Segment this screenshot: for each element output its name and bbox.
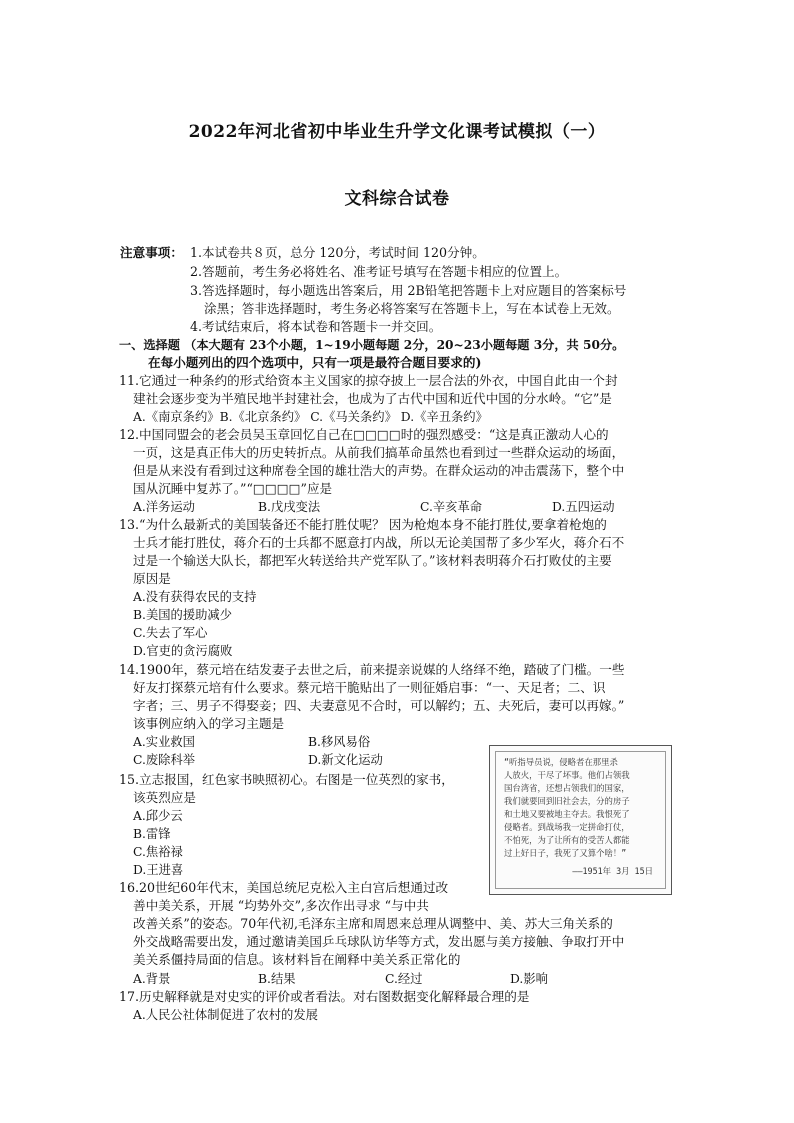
section-heading-2: 在每小题列出的四个选项中，只有一项是最符合题目要求的): [148, 355, 482, 370]
option-a: A.洋务运动: [133, 500, 195, 514]
question-13-text: 原因是: [133, 571, 171, 586]
option-a: A.背景: [133, 972, 171, 986]
option-d: D.官吏的贪污腐败: [133, 644, 233, 658]
option-b: B.移风易俗: [308, 735, 371, 749]
letter-line: 侵略者。到战场我一定拼命打仗，: [504, 822, 630, 832]
option-c: C.废除科举: [133, 753, 196, 767]
question-12-text: 但是从来没有看到过这种席卷全国的雄壮浩大的声势。在群众运动的冲击震荡下，整个中: [133, 463, 625, 478]
option-c: C.经过: [385, 972, 423, 986]
option-c: C.辛亥革命: [420, 500, 483, 514]
question-13-text: 过是一个输送大队长，都把军火转送给共产党军队了。”该材料表明蒋介石打败仗的主要: [133, 553, 612, 568]
notice-item: 涂黑；答非选择题时，考生务必将答案写在答题卡上，写在本试卷上无效。: [204, 301, 620, 316]
option-b: B.戊戌变法: [258, 500, 321, 514]
notice-item: 3.答选择题时，每小题选出答案后，用 2B铅笔把答题卡上对应题目的答案标号: [190, 283, 627, 298]
notice-item: 1.本试卷共８页，总分 120分，考试时间 120分钟。: [190, 245, 485, 260]
family-letter-image: [489, 745, 672, 895]
letter-date: ——1951年 3月 15日: [572, 866, 653, 876]
notice-label: 注意事项：: [120, 245, 183, 260]
option-a: A.人民公社体制促进了农村的发展: [133, 1008, 318, 1022]
question-12-text: 国从沉睡中复苏了。”“□□□□”应是: [133, 481, 333, 496]
question-16-text: 16.20世纪60年代末，美国总统尼克松入主白宫后想通过改: [119, 880, 449, 895]
option-d: D.影响: [510, 972, 548, 986]
exam-title: 2022年河北省初中毕业生升学文化课考试模拟（一）: [188, 122, 606, 142]
option-d: D.五四运动: [552, 500, 615, 514]
question-11-text: 建社会逐步变为半殖民地半封建社会，也成为了古代中国和近代中国的分水岭。“它”是: [133, 391, 612, 406]
letter-frame: [495, 751, 666, 889]
question-16-text: 改善关系”的姿态。70年代初,毛泽东主席和周恩来总理从调整中、美、苏大三角关系的: [133, 916, 613, 931]
question-12-text: 一页，这是真正伟大的历史转折点。从前我们搞革命虽然也看到过一些群众运动的场面，: [133, 445, 625, 460]
option-c: C.失去了军心: [133, 626, 208, 640]
question-13-text: 13.“为什么最新式的美国装备还不能打胜仗呢？ 因为枪炮本身不能打胜仗,要拿着枪炮的: [119, 517, 607, 532]
question-14-text: 字者；三、男子不得娶妾；四、夫妻意见不合时，可以解约；五、夫死后，妻可以再嫁。”: [133, 698, 625, 713]
question-16-text: 美关系僵持局面的信息。该材料旨在阐释中美关系正常化的: [133, 952, 461, 967]
letter-line: 和土地又要被地主夺去。我恨死了: [504, 809, 630, 819]
option-d: D.王进喜: [133, 863, 184, 877]
letter-line: 我们就要回到旧社会去，分的房子: [504, 796, 630, 806]
question-11-text: 11.它通过一种条约的形式给资本主义国家的掠夺披上一层合法的外衣，中国自此由一个封: [119, 373, 618, 388]
section-heading: 一、选择题 （本大题有 23个小题，1~19小题每题 2分，20~23小题每题 3分，共 50分。: [119, 338, 625, 352]
letter-line: 国台湾省，还想占领我们的国家，: [504, 783, 630, 793]
question-17-text: 17.历史解释就是对史实的评价或者看法。对右图数据变化解释最合理的是: [119, 989, 530, 1004]
question-15-text: 该英烈应是: [133, 790, 196, 805]
option-b: B.雷锋: [133, 827, 171, 841]
letter-line: 人放火，干尽了坏事。他们占领我: [504, 770, 630, 780]
option-d: D.新文化运动: [308, 753, 383, 767]
question-14-text: 14.1900年，蔡元培在结发妻子去世之后，前来提亲说媒的人络绎不绝，踏破了门槛。一些: [119, 662, 625, 677]
question-14-text: 好友打探蔡元培有什么要求。蔡元培干脆贴出了一则征婚启事：“一、天足者；二、识: [133, 680, 606, 695]
question-16-text: 外交战略需要出发，通过邀请美国乒乓球队访华等方式，发出愿与美方接触、争取打开中: [133, 934, 625, 949]
option-a: A.没有获得农民的支持: [133, 590, 257, 604]
question-16-text: 善中美关系，开展 “均势外交”,多次作出寻求 “与中共: [133, 898, 429, 913]
option-b: B.美国的援助减少: [133, 608, 233, 622]
option-c: C.焦裕禄: [133, 845, 183, 859]
question-13-text: 士兵才能打胜仗，蒋介石的士兵都不愿意打内战，所以无论美国帮了多少军火，蒋介石不: [133, 535, 625, 550]
option-a: A.实业救国: [133, 735, 195, 749]
option-b: B.结果: [258, 972, 296, 986]
question-12-text: 12.中国同盟会的老会员吴玉章回忆自己在□□□□时的强烈感受：“这是真正激动人心的: [119, 427, 609, 442]
option-a: A.邱少云: [133, 809, 183, 823]
letter-line: “听指导员说，侵略者在那里杀: [504, 757, 618, 767]
notice-item: 4.考试结束后，将本试卷和答题卡一并交回。: [190, 319, 442, 334]
question-14-text: 该事例应纳入的学习主题是: [133, 716, 285, 731]
letter-line: 不怕死，为了让所有的受苦人都能: [504, 835, 630, 845]
letter-line: 过上好日子，我死了又算个啥！”: [504, 848, 627, 858]
exam-subtitle: 文科综合试卷: [344, 189, 450, 209]
notice-item: 2.答题前，考生务必将姓名、准考证号填写在答题卡相应的位置上。: [190, 264, 568, 279]
question-11-options: A.《南京条约》B.《北京条约》 C.《马关条约》 D.《辛丑条约》: [133, 410, 488, 424]
question-15-text: 15.立志报国，红色家书映照初心。右图是一位英烈的家书，: [119, 772, 454, 787]
